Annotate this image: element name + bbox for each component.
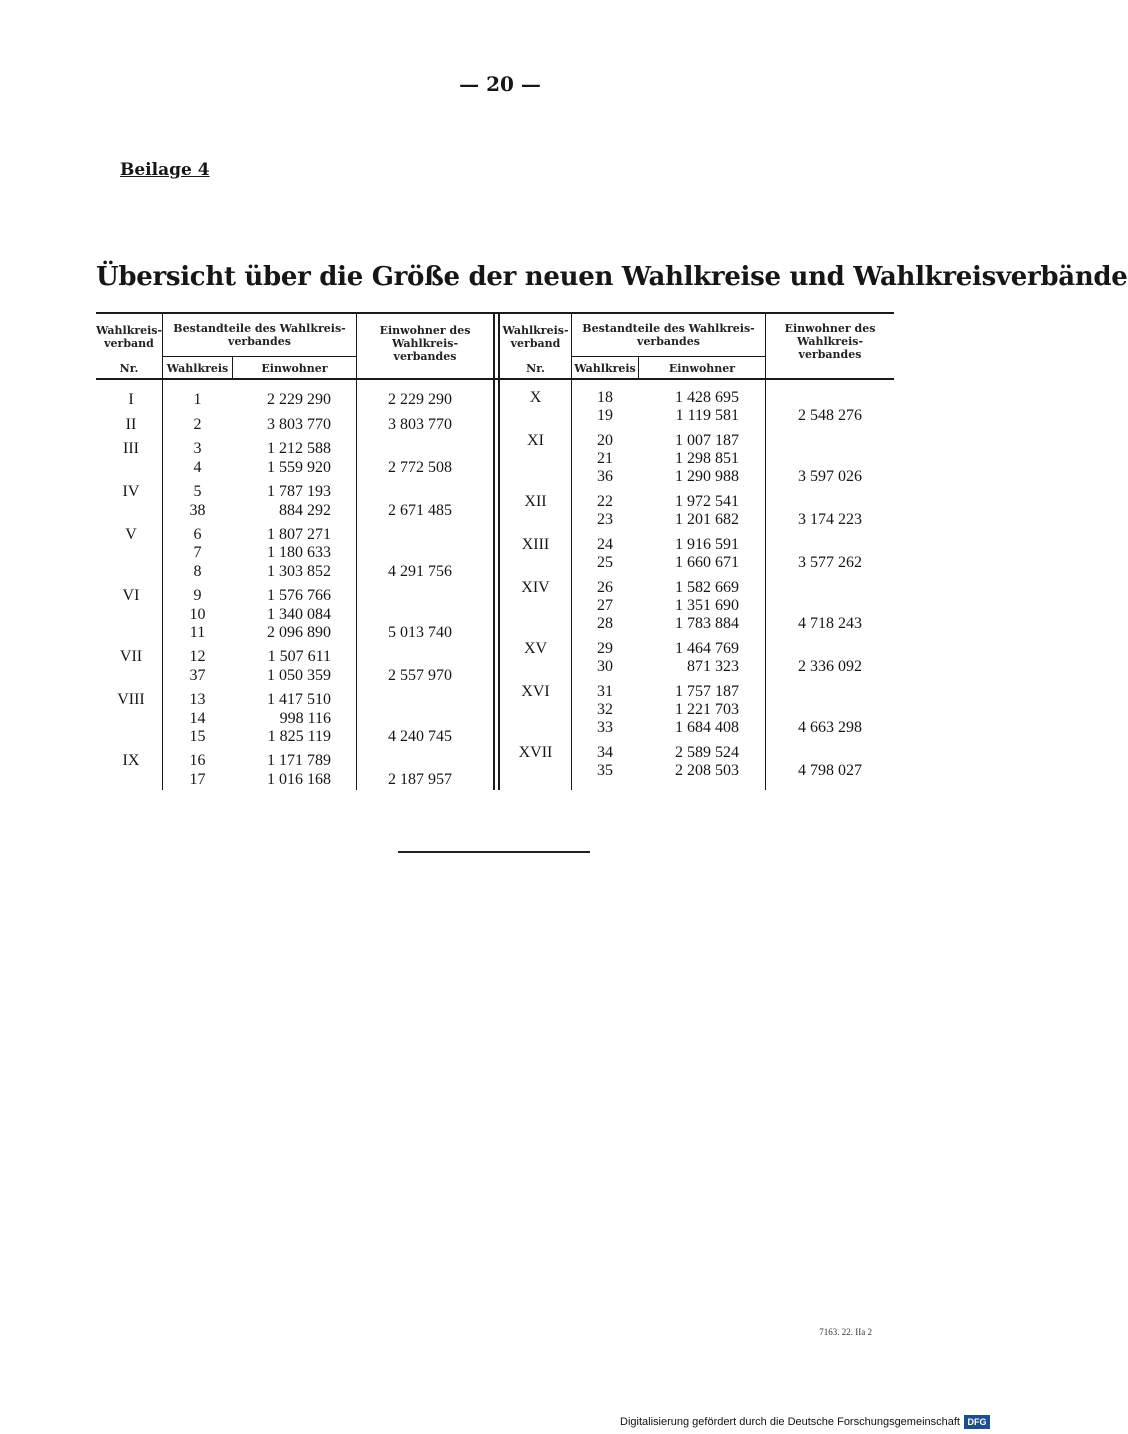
header-einwohner-right: Einwohner <box>668 362 736 375</box>
wahlkreis-einwohner: 1 576 766 <box>267 587 331 605</box>
verband-number: XV <box>523 639 548 657</box>
wahlkreis-number: 29 <box>597 639 613 657</box>
verband-number: III <box>123 440 139 458</box>
wahlkreis-number: 7 <box>193 544 202 562</box>
wahlkreis-einwohner: 1 351 690 <box>675 597 739 614</box>
verband-number: IX <box>122 752 140 770</box>
wahlkreis-einwohner: 1 417 510 <box>267 691 331 709</box>
wahlkreis-number: 10 <box>189 605 206 623</box>
digitization-credit: Digitalisierung gefördert durch die Deutsche Forschungsgemeinschaft <box>620 1416 960 1428</box>
wahlkreis-number: 28 <box>597 615 613 633</box>
wahlkreis-number: 38 <box>189 501 206 519</box>
verband-number: VIII <box>117 691 145 709</box>
wahlkreis-einwohner: 1 303 852 <box>267 562 331 580</box>
wahlkreis-number: 36 <box>597 468 613 486</box>
verband-einwohner-total: 5 013 740 <box>388 623 452 641</box>
wahlkreis-einwohner: 1 201 682 <box>675 511 739 529</box>
wahlkreis-einwohner: 1 916 591 <box>675 535 739 553</box>
printer-mark: 7163. 22. IIa 2 <box>819 1327 872 1337</box>
dfg-logo: DFG <box>964 1415 990 1429</box>
verband-einwohner-total: 4 798 027 <box>798 762 862 780</box>
wahlkreis-number: 4 <box>193 458 202 476</box>
verband-einwohner-total: 4 663 298 <box>798 719 862 737</box>
wahlkreis-number: 3 <box>193 440 202 458</box>
wahlkreis-number: 26 <box>597 578 613 596</box>
wahlkreis-number: 9 <box>193 587 202 605</box>
wahlkreis-einwohner: 2 208 503 <box>675 762 739 780</box>
header-wahlkreis-right: Wahlkreis <box>574 362 636 375</box>
wahlkreis-einwohner: 1 171 789 <box>267 752 331 770</box>
wahlkreis-einwohner: 1 684 408 <box>675 719 739 737</box>
wahlkreis-number: 32 <box>597 701 613 718</box>
wahlkreis-number: 20 <box>597 431 613 449</box>
wahlkreis-einwohner: 2 589 524 <box>675 743 739 761</box>
verband-einwohner-total: 2 557 970 <box>388 666 452 684</box>
wahlkreis-number: 27 <box>597 597 613 614</box>
verband-einwohner-total: 3 597 026 <box>798 468 862 486</box>
wahlkreis-einwohner: 1 507 611 <box>267 648 331 666</box>
wahlkreis-einwohner: 2 096 890 <box>267 623 331 641</box>
wahlkreis-einwohner: 1 825 119 <box>267 727 331 745</box>
header-nr-left: Nr. <box>119 362 139 375</box>
verband-einwohner-total: 2 772 508 <box>388 458 452 476</box>
wahlkreis-einwohner: 998 116 <box>279 709 331 727</box>
wahlkreis-number: 15 <box>189 727 206 745</box>
verband-einwohner-total: 2 548 276 <box>798 407 862 425</box>
wahlkreis-einwohner: 1 007 187 <box>675 431 739 449</box>
wahlkreis-number: 16 <box>189 752 206 770</box>
wahlkreis-number: 34 <box>597 743 613 761</box>
verband-number: V <box>125 526 137 544</box>
header-bestandteile-left: Bestandteile des Wahlkreis- verbandes <box>173 322 346 348</box>
verband-number: XVI <box>521 682 550 700</box>
verband-einwohner-total: 3 174 223 <box>798 511 862 529</box>
wahlkreis-einwohner: 1 428 695 <box>675 389 739 406</box>
subheader-rule-right <box>572 356 765 357</box>
wahlkreis-number: 12 <box>189 648 206 666</box>
verband-number: I <box>128 391 134 408</box>
wahlkreis-number: 2 <box>193 415 202 433</box>
verband-number: VII <box>119 648 143 666</box>
verband-number: VI <box>122 587 140 605</box>
wahlkreis-number: 24 <box>597 535 613 553</box>
wahlkreis-number: 1 <box>193 391 202 408</box>
wahlkreis-number: 18 <box>597 389 613 406</box>
col-rule-l3 <box>356 314 357 790</box>
wahlkreis-einwohner: 1 340 084 <box>267 605 331 623</box>
verband-einwohner-total: 2 336 092 <box>798 658 862 676</box>
subheader-rule-left <box>163 356 356 357</box>
wahlkreis-number: 5 <box>193 483 202 501</box>
wahlkreis-number: 8 <box>193 562 202 580</box>
verband-number: XIII <box>521 535 550 553</box>
table-top-rule <box>96 312 894 314</box>
wahlkreis-einwohner: 1 290 988 <box>675 468 739 486</box>
verband-einwohner-total: 2 671 485 <box>388 501 452 519</box>
wahlkreis-einwohner: 1 221 703 <box>675 701 739 718</box>
wahlkreis-einwohner: 3 803 770 <box>267 415 331 433</box>
verband-einwohner-total: 4 291 756 <box>388 562 452 580</box>
wahlkreis-number: 22 <box>597 493 613 510</box>
wahlkreis-number: 17 <box>189 770 206 788</box>
wahlkreis-number: 13 <box>189 691 206 709</box>
wahlkreis-einwohner: 1 119 581 <box>675 407 739 425</box>
header-wahlkreis-left: Wahlkreis <box>166 362 229 375</box>
wahlkreis-number: 21 <box>597 450 613 468</box>
table-divider-double-a <box>493 314 495 790</box>
header-verband-left: Wahlkreis- verband <box>96 324 163 350</box>
end-rule <box>398 851 590 853</box>
wahlkreis-number: 30 <box>597 658 613 676</box>
wahlkreis-number: 35 <box>597 762 613 780</box>
wahlkreis-number: 6 <box>193 526 202 544</box>
header-verband-right: Wahlkreis- verband <box>502 324 569 350</box>
wahlkreis-einwohner: 1 582 669 <box>675 578 739 596</box>
wahlkreis-einwohner: 1 050 359 <box>267 666 331 684</box>
verband-number: XIV <box>521 578 550 596</box>
wahlkreis-einwohner: 1 180 633 <box>267 544 331 562</box>
wahlkreis-einwohner: 1 212 588 <box>267 440 331 458</box>
verband-number: XVII <box>518 743 553 761</box>
wahlkreis-number: 19 <box>597 407 613 425</box>
verband-einwohner-total: 4 240 745 <box>388 727 452 745</box>
wahlkreis-number: 25 <box>597 554 613 572</box>
verband-einwohner-total: 4 718 243 <box>798 615 862 633</box>
verband-number: XII <box>524 493 547 510</box>
wahlkreis-number: 11 <box>189 623 206 641</box>
wahlkreis-number: 23 <box>597 511 613 529</box>
verband-einwohner-total: 2 229 290 <box>388 391 452 408</box>
verband-einwohner-total: 3 803 770 <box>388 415 452 433</box>
wahlkreis-number: 37 <box>189 666 206 684</box>
table-header-rule <box>96 378 894 380</box>
header-einwohner-verband-left: Einwohner des Wahlkreis- verbandes <box>379 324 471 363</box>
verband-number: XI <box>527 431 544 449</box>
wahlkreis-einwohner: 1 972 541 <box>675 493 739 510</box>
wahlkreis-einwohner: 871 323 <box>687 658 739 676</box>
header-einwohner-verband-right: Einwohner des Wahlkreis- verbandes <box>784 322 876 361</box>
wahlkreis-number: 31 <box>597 682 613 700</box>
verband-number: X <box>529 389 542 406</box>
header-nr-right: Nr. <box>526 362 545 375</box>
verband-number: II <box>125 415 137 433</box>
header-bestandteile-right: Bestandteile des Wahlkreis- verbandes <box>582 322 755 348</box>
wahlkreis-number: 14 <box>189 709 206 727</box>
wahlkreis-einwohner: 1 660 671 <box>675 554 739 572</box>
wahlkreis-einwohner: 884 292 <box>279 501 331 519</box>
wahlkreis-einwohner: 1 298 851 <box>675 450 739 468</box>
wahlkreis-einwohner: 1 783 884 <box>675 615 739 633</box>
wahlkreis-einwohner: 1 807 271 <box>267 526 331 544</box>
wahlkreis-einwohner: 1 464 769 <box>675 639 739 657</box>
header-einwohner-left: Einwohner <box>261 362 328 375</box>
verband-number: IV <box>122 483 140 501</box>
wahlkreis-einwohner: 1 559 920 <box>267 458 331 476</box>
wahlkreis-number: 33 <box>597 719 613 737</box>
verband-einwohner-total: 3 577 262 <box>798 554 862 572</box>
wahlkreis-einwohner: 1 757 187 <box>675 682 739 700</box>
wahlkreis-einwohner: 2 229 290 <box>267 391 331 408</box>
appendix-label: Beilage 4 <box>120 160 210 180</box>
page-title: Übersicht über die Größe der neuen Wahlkreise und Wahlkreisverbände <box>96 262 1128 292</box>
wahlkreis-einwohner: 1 016 168 <box>267 770 331 788</box>
page-number: — 20 — <box>459 72 541 96</box>
verband-einwohner-total: 2 187 957 <box>388 770 452 788</box>
wahlkreis-einwohner: 1 787 193 <box>267 483 331 501</box>
